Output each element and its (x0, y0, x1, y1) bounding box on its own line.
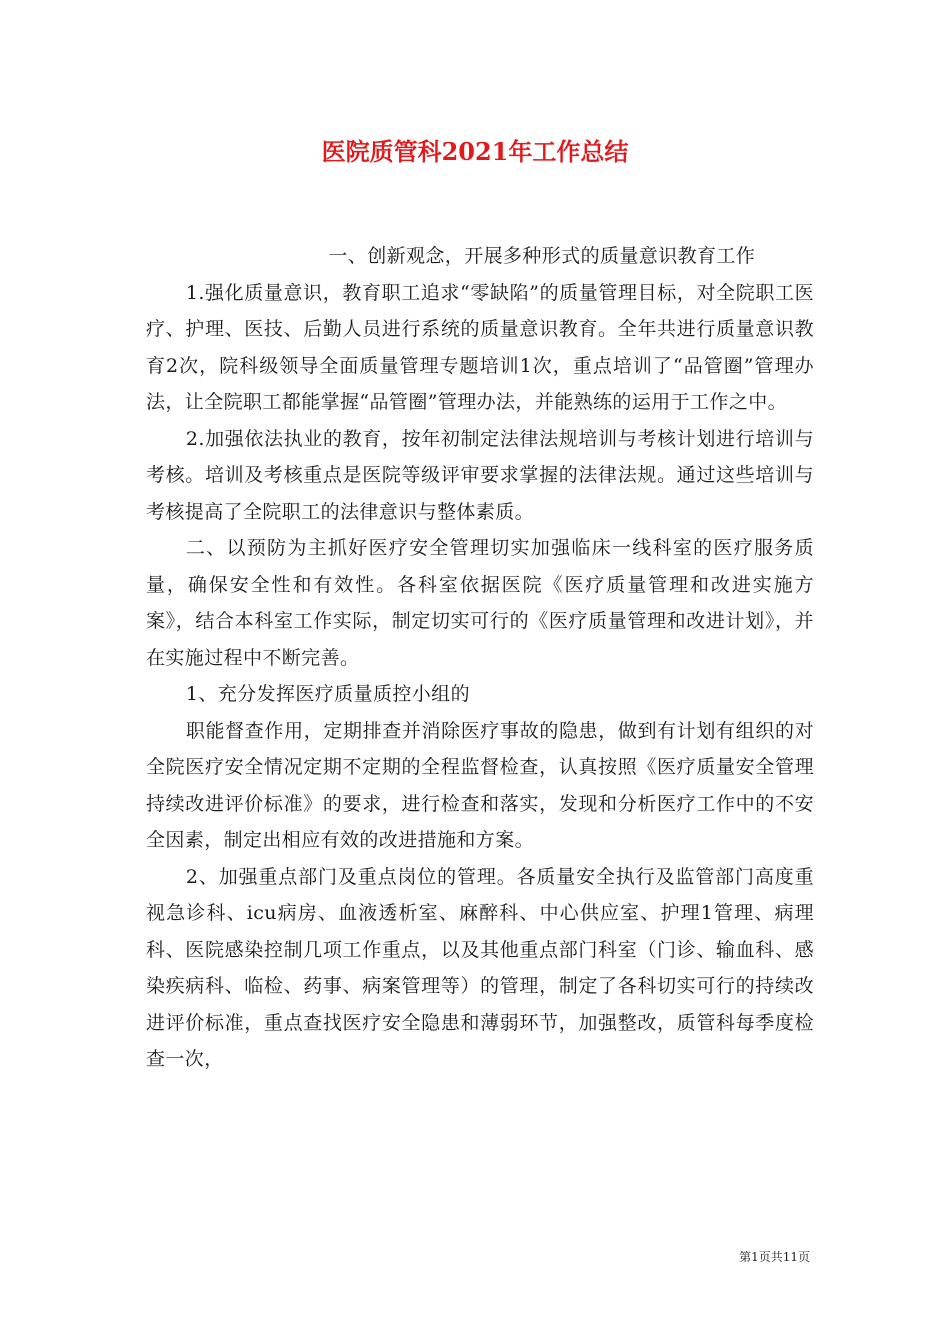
section-heading-2: 二、以预防为主抓好医疗安全管理切实加强临床一线科室的医疗服务质量，确保安全性和有效性。各科室依据医院《医疗质量管理和改进实施方案》，结合本科室工作实际，制定切实可行的《医疗质量管理和改进计划》，并在实施过程中不断完善。 (146, 537, 814, 669)
paragraph-1: 1.强化质量意识，教育职工追求“零缺陷”的质量管理目标，对全院职工医疗、护理、医技、后勤人员进行系统的质量意识教育。全年共进行质量意识教育2次，院科级领导全面质量管理专题培训1次，重点培训了“品管圈”管理办法，让全院职工都能掌握“品管圈”管理办法，并能熟练的运用于工作之中。 (146, 281, 814, 413)
section-heading-1: 一、创新观念，开展多种形式的质量意识教育工作 (328, 245, 756, 267)
page-number: 第1页共11页 (739, 1250, 810, 1264)
paragraph-3: 职能督查作用，定期排查并消除医疗事故的隐患，做到有计划有组织的对全院医疗安全情况定期不定期的全程监督检查，认真按照《医疗质量安全管理持续改进评价标准》的要求，进行检查和落实，发现和分析医疗工作中的不安全因素，制定出相应有效的改进措施和方案。 (146, 719, 814, 851)
document-body (146, 238, 814, 1078)
subheading-1: 1、充分发挥医疗质量质控小组的 (185, 683, 470, 705)
document-title: 医院质管科2021年工作总结 (321, 137, 629, 166)
paragraph-4: 2、加强重点部门及重点岗位的管理。各质量安全执行及监管部门高度重视急诊科、icu病房、血液透析室、麻醉科、中心供应室、护理1管理、病理科、医院感染控制几项工作重点，以及其他重点部门科室（门诊、输血科、感染疾病科、临检、药事、病案管理等）的管理，制定了各科切实可行的持续改进评价标准，重点查找医疗安全隐患和薄弱环节，加强整改，质管科每季度检查一次， (146, 865, 814, 1070)
paragraph-2: 2.加强依法执业的教育，按年初制定法律法规培训与考核计划进行培训与考核。培训及考核重点是医院等级评审要求掌握的法律法规。通过这些培训与考核提高了全院职工的法律意识与整体素质。 (146, 427, 814, 523)
